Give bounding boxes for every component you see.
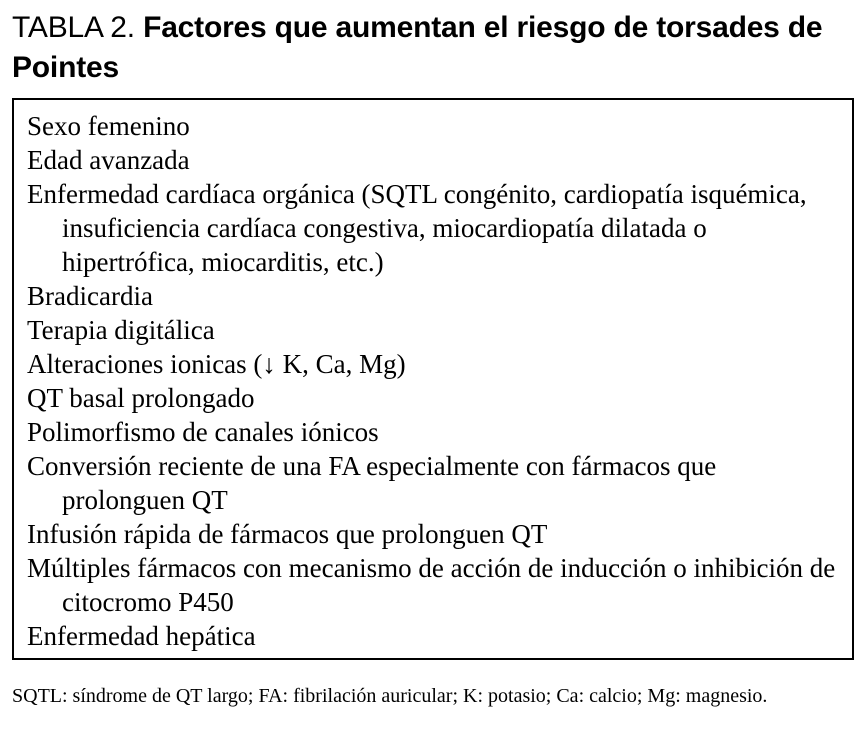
list-item: Terapia digitálica bbox=[27, 315, 215, 345]
table-title-text: Factores que aumentan el riesgo de torsades de Pointes bbox=[12, 11, 823, 84]
list-item: Polimorfismo de canales iónicos bbox=[27, 417, 379, 447]
list-item: Enfermedad hepática bbox=[27, 621, 256, 651]
risk-factors-table bbox=[12, 98, 854, 660]
list-item: Bradicardia bbox=[27, 281, 153, 311]
list-item: Edad avanzada bbox=[27, 145, 190, 175]
table-title bbox=[12, 8, 858, 88]
table-footnote: SQTL: síndrome de QT largo; FA: fibrilación auricular; K: potasio; Ca: calcio; Mg: magnesio. bbox=[12, 685, 768, 707]
list-item: QT basal prolongado bbox=[27, 383, 255, 413]
risk-factors-list bbox=[14, 100, 852, 653]
list-item: Conversión reciente de una FA especialmente con fármacos que prolonguen QT bbox=[27, 451, 717, 515]
list-item: Alteraciones ionicas (↓ K, Ca, Mg) bbox=[27, 349, 406, 379]
list-item: Enfermedad cardíaca orgánica (SQTL congénito, cardiopatía isquémica, insuficiencia cardíaca congestiva, miocardiopatía dilatada o hipertrófica, miocarditis, etc.) bbox=[27, 179, 807, 277]
list-item: Múltiples fármacos con mecanismo de acción de inducción o inhibición de citocromo P450 bbox=[27, 553, 836, 617]
table-number: TABLA 2. bbox=[12, 11, 135, 44]
list-item: Infusión rápida de fármacos que prolonguen QT bbox=[27, 519, 548, 549]
list-item: Sexo femenino bbox=[27, 111, 190, 141]
